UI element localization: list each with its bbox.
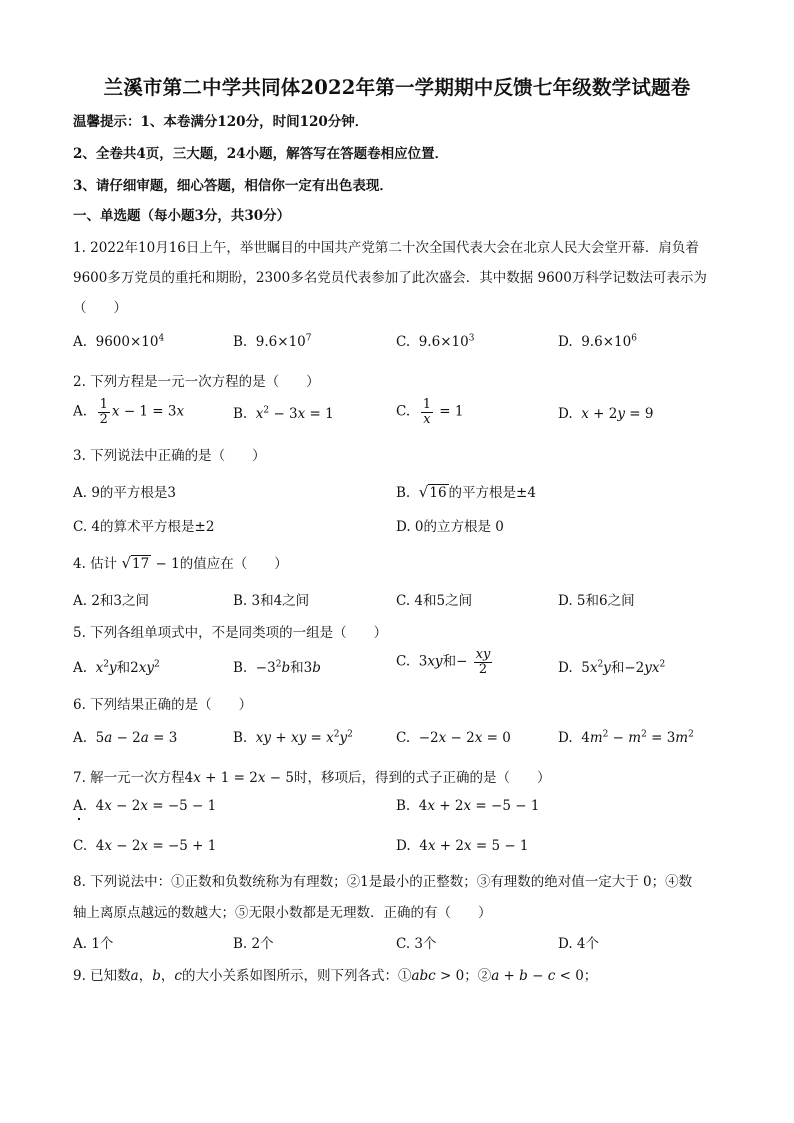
q3-option-a[interactable]: A. 9的平方根是3 bbox=[73, 485, 177, 501]
q4-option-a[interactable]: A. 2和3之间 bbox=[73, 593, 150, 609]
q1-option-b[interactable]: B. $9.6\times 10^7$ bbox=[233, 333, 312, 350]
q4-stem: 4. 估计 √17 − 1的值应在（ ） bbox=[73, 554, 288, 572]
page-title: 兰溪市第二中学共同体2022年第一学期期中反馈七年级数学试题卷 bbox=[103, 76, 691, 99]
option-label: A. bbox=[73, 334, 88, 350]
q1-line-1: 1. 2022年10月16日上午，举世瞩目的中国共产党第二十次全国代表大会在北京人民大会堂开幕．肩负着 bbox=[73, 240, 699, 256]
q5-option-b[interactable]: B. $-3^2b$和3b bbox=[233, 659, 321, 676]
q7-option-d[interactable]: D. 4x + 2x = 5 − 1 bbox=[396, 838, 529, 854]
q3-option-b-text: 的平方根是±4 bbox=[448, 485, 536, 501]
q5-option-d[interactable]: D. $5x^2y$和$-2yx^2$ bbox=[558, 659, 666, 676]
q4-option-c[interactable]: C. 4和5之间 bbox=[396, 593, 473, 609]
q4-option-d[interactable]: D. 5和6之间 bbox=[558, 593, 635, 609]
q5-stem: 5. 下列各组单项式中，不是同类项的一组是（ ） bbox=[73, 625, 388, 641]
q5-option-a[interactable]: A. $x^2y$和$2xy^2$ bbox=[73, 659, 160, 676]
he-text: 和 bbox=[442, 653, 457, 670]
q7-option-b[interactable]: B. 4x + 2x = −5 − 1 bbox=[396, 798, 540, 814]
q9-stem: 9. 已知数a，b，c的大小关系如图所示，则下列各式：①abc > 0；②a + b − c < 0； bbox=[73, 968, 598, 984]
q8-option-b[interactable]: B. 2个 bbox=[233, 936, 274, 952]
q1-option-c[interactable]: C. $9.6\times 10^3$ bbox=[396, 333, 475, 350]
q6-option-d[interactable]: D. $4m^2 - m^2 = 3m^2$ bbox=[558, 729, 694, 746]
q7-stem-post: 时，移项后，得到的式子正确的是（ ） bbox=[293, 770, 551, 786]
q8-option-a[interactable]: A. 1个 bbox=[73, 936, 114, 952]
q8-option-d[interactable]: D. 4个 bbox=[558, 936, 600, 952]
q1-line-2: 9600多万党员的重托和期盼，2300多名党员代表参加了此次盛会．其中数据 9600万科学记数法可表示为 bbox=[73, 270, 707, 286]
q2-option-c[interactable]: C. $\frac{1}{x}$ = 1 bbox=[396, 397, 464, 427]
q1-option-a[interactable]: A. $9600\times 10^4$ bbox=[73, 333, 165, 350]
he-text: 和 bbox=[610, 660, 625, 676]
option-label: D. bbox=[558, 334, 573, 350]
q4-stem-pre: 4. 估计 bbox=[73, 556, 118, 572]
tip-3: 3、请仔细审题，细心答题，相信你一定有出色表现． bbox=[73, 178, 393, 194]
option-label: C. bbox=[396, 334, 411, 350]
q7-stem: 7. 解一元一次方程4x + 1 = 2x − 5时，移项后，得到的式子正确的是（ ） bbox=[73, 770, 551, 786]
option-label: B. bbox=[233, 334, 248, 350]
section-heading: 一、单选题（每小题3分，共30分） bbox=[73, 208, 291, 224]
q8-line-2: 轴上离原点越远的数越大；⑤无限小数都是无理数．正确的有（ ） bbox=[73, 905, 492, 921]
q4-stem-post: 的值应在（ ） bbox=[179, 556, 288, 572]
q8-line-1: 8. 下列说法中：①正数和负数统称为有理数；②1是最小的正整数；③有理数的绝对值一定大于 0；④数 bbox=[73, 874, 693, 890]
q9-stem-mid2: ；② bbox=[464, 968, 492, 984]
q2-option-b[interactable]: B. $x^2 - 3x = 1$ bbox=[233, 405, 334, 422]
tip-2: 2、全卷共4页，三大题，24小题，解答写在答题卷相应位置． bbox=[73, 146, 449, 162]
q7-option-a[interactable]: A. 4x − 2x = −5 − 1 bbox=[73, 798, 217, 814]
q3-option-b[interactable]: B. √16 的平方根是±4 bbox=[396, 483, 536, 501]
q3-stem: 3. 下列说法中正确的是（ ） bbox=[73, 448, 266, 464]
q1-option-d[interactable]: D. $9.6\times 10^6$ bbox=[558, 333, 637, 350]
q9-stem-mid: 的大小关系如图所示，则下列各式：① bbox=[181, 968, 412, 984]
q2-stem: 2. 下列方程是一元一次方程的是（ ） bbox=[73, 374, 320, 390]
q3-option-c[interactable]: C. 4的算术平方根是±2 bbox=[73, 519, 215, 535]
stray-dot bbox=[78, 818, 80, 820]
q6-stem: 6. 下列结果正确的是（ ） bbox=[73, 697, 253, 713]
q6-option-a[interactable]: A. 5a − 2a = 3 bbox=[73, 730, 178, 746]
q8-option-c[interactable]: C. 3个 bbox=[396, 936, 437, 952]
q7-stem-pre: 7. 解一元一次方程 bbox=[73, 770, 185, 786]
he-text: 和 bbox=[116, 660, 131, 676]
q9-stem-pre: 9. 已知数 bbox=[73, 968, 131, 984]
q6-option-b[interactable]: B. xy + xy = $x^2y^2$ bbox=[233, 729, 353, 746]
q3-option-d[interactable]: D. 0的立方根是 0 bbox=[396, 519, 504, 535]
q4-option-b[interactable]: B. 3和4之间 bbox=[233, 593, 310, 609]
q9-stem-end: ； bbox=[583, 968, 598, 984]
q2-option-d[interactable]: D. x + 2y = 9 bbox=[558, 406, 654, 422]
q2-option-a[interactable]: A. $\frac{1}{2}$ x − 1 = 3x bbox=[73, 397, 185, 427]
tip-1: 温馨提示：1、本卷满分120分，时间120分钟． bbox=[73, 114, 369, 130]
q6-option-c[interactable]: C. −2x − 2x = 0 bbox=[396, 730, 511, 746]
q1-line-3: （ ） bbox=[73, 300, 127, 316]
q7-option-c[interactable]: C. 4x − 2x = −5 + 1 bbox=[73, 838, 217, 854]
q5-option-c[interactable]: C. 3xy和− $\frac{xy}{2}$ bbox=[396, 647, 491, 677]
he-text: 和 bbox=[290, 660, 304, 676]
